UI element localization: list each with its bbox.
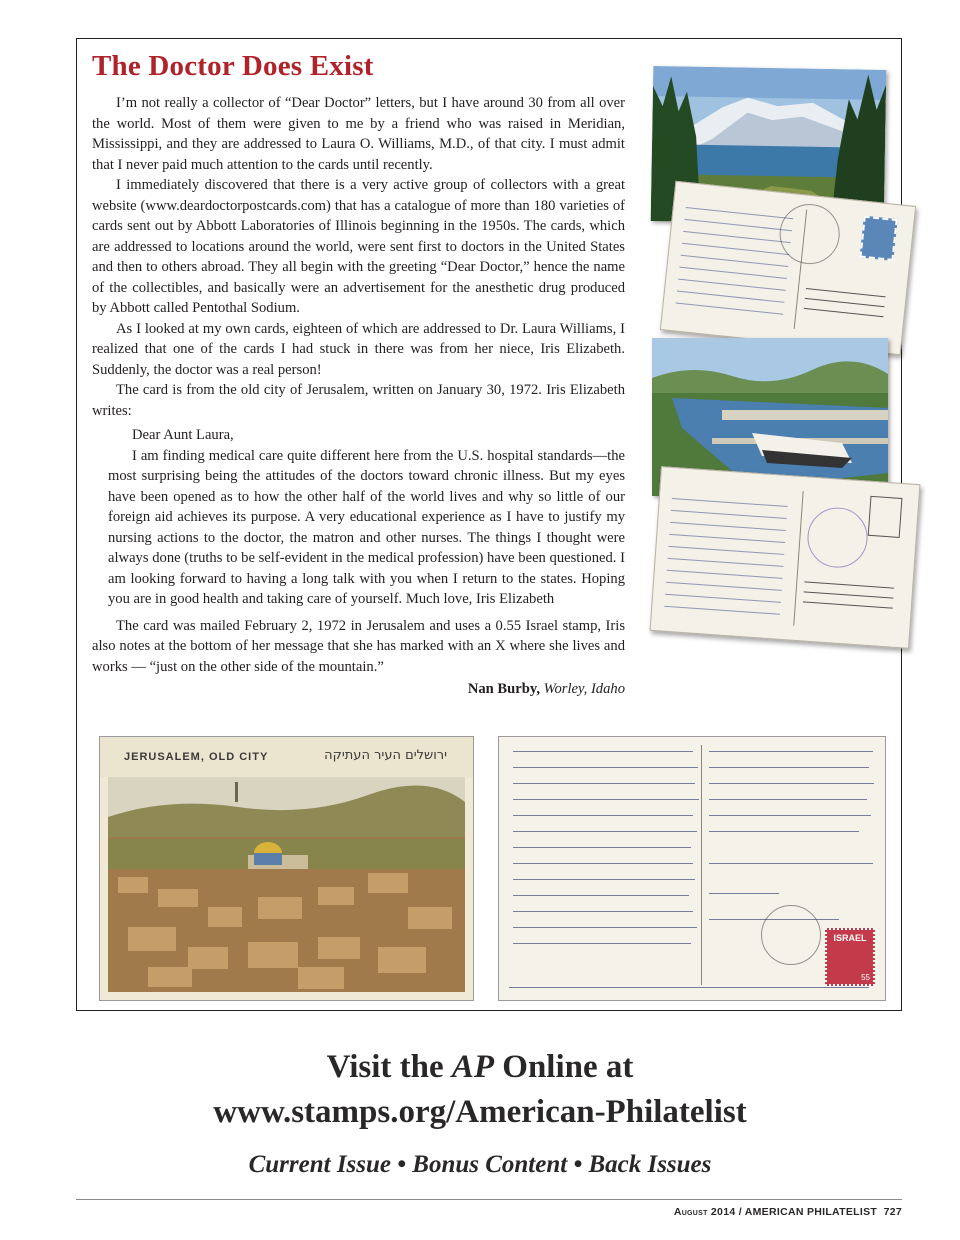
- postmark: [761, 905, 821, 965]
- stamp-value: 55: [861, 973, 870, 982]
- israel-stamp: [825, 928, 875, 986]
- letter-body: I am finding medical care quite different here from the U.S. hospital standards—the most surprising being the attitudes of the doctors toward chronic illness. But my eyes have been opened as to how the other half of the world lives and why so little of our foreign aid achieves its purpose. A very educational experience as I have to justify my nursing actions to the doctor, the matron and other nurses. The things I thought were always done (truths to be self-evident in the medical profession) have been questioned. I am looking forward to having a long talk with you when I return to the states. Hoping you are in good health and taking care of yourself. Much love, Iris Elizabeth: [108, 447, 625, 607]
- jerusalem-postcard-front: [99, 736, 474, 1001]
- address-lines: [803, 288, 886, 326]
- footer-month: August: [673, 1206, 708, 1218]
- handwriting: [664, 498, 788, 626]
- promo-tagline: Current Issue • Bonus Content • Back Issues: [248, 1151, 712, 1178]
- postcard-caption-hebrew: ירושלים העיר העתיקה: [324, 748, 447, 763]
- letter-salutation: Dear Aunt Laura,: [132, 427, 234, 443]
- promo-text: Online at: [494, 1049, 634, 1085]
- quoted-letter: [108, 425, 625, 610]
- paragraph: I’m not really a collector of “Dear Doctor” letters, but I have around 30 from all over the world. Most of them were given to me by a friend who was raised in Meridian, Mississippi, and they are addressed to Laura O. Williams, M.D., of that city. I must admit that I never paid much attention to the cards until recently.: [92, 95, 625, 173]
- postmark: [805, 506, 869, 570]
- footer-publication: 2014 / AMERICAN PHILATELIST: [710, 1206, 878, 1218]
- alaska-postcard-back: [660, 181, 916, 355]
- stamp-country: ISRAEL: [833, 933, 867, 943]
- blue-stamp: [859, 216, 897, 261]
- page-footer: [674, 1206, 902, 1218]
- author-location: Worley, Idaho: [543, 681, 625, 697]
- panama-postcard-back: [650, 466, 921, 649]
- paragraph: I immediately discovered that there is a very active group of collectors with a great website (www.deardoctorpostcards.com) that has a catalogue of more than 180 varieties of cards sent out by Abbott Laboratories of Illinois beginning in the 1950s. The cards, which are addressed to locations around the world, were sent first to doctors in the United States and then to others abroad. They all begin with the greeting “Dear Doctor,” hence the name of the collectibles, and basically were an advertisement for the anesthetic drug produced by Abbott called Pentothal Sodium.: [92, 177, 625, 316]
- address-lines: [802, 581, 894, 617]
- postcard-caption-english: JERUSALEM, OLD CITY: [124, 751, 269, 763]
- jerusalem-old-city-photo: [108, 777, 465, 992]
- paragraph: The card was mailed February 2, 1972 in Jerusalem and uses a 0.55 Israel stamp, Iris also notes at the bottom of her message that she has marked with an X where she lives and works — “just on the other side of the mountain.”: [92, 617, 625, 675]
- paragraph: The card is from the old city of Jerusalem, written on January 30, 1972. Iris Elizabeth writes:: [92, 382, 625, 419]
- stamp-box: [868, 496, 903, 538]
- promo-ap: AP: [451, 1049, 495, 1085]
- page-number: 727: [883, 1206, 902, 1218]
- byline: [92, 679, 625, 700]
- paragraph: As I looked at my own cards, eighteen of which are addressed to Dr. Laura Williams, I realized that one of the cards I had stuck in there was from her niece, Iris Elizabeth. Suddenly, the doctor was a real person!: [92, 320, 625, 378]
- promo-headline: [0, 1049, 960, 1086]
- article-title: The Doctor Does Exist: [92, 50, 374, 82]
- article-body: [92, 93, 625, 700]
- promo-url[interactable]: www.stamps.org/American-Philatelist: [213, 1094, 747, 1130]
- handwriting: [675, 207, 794, 326]
- promo-text: Visit the: [326, 1049, 452, 1085]
- card-divider: [701, 745, 702, 985]
- author-name: Nan Burby,: [467, 681, 540, 697]
- jerusalem-postcard-back: [498, 736, 886, 1001]
- footer-rule: [76, 1199, 902, 1200]
